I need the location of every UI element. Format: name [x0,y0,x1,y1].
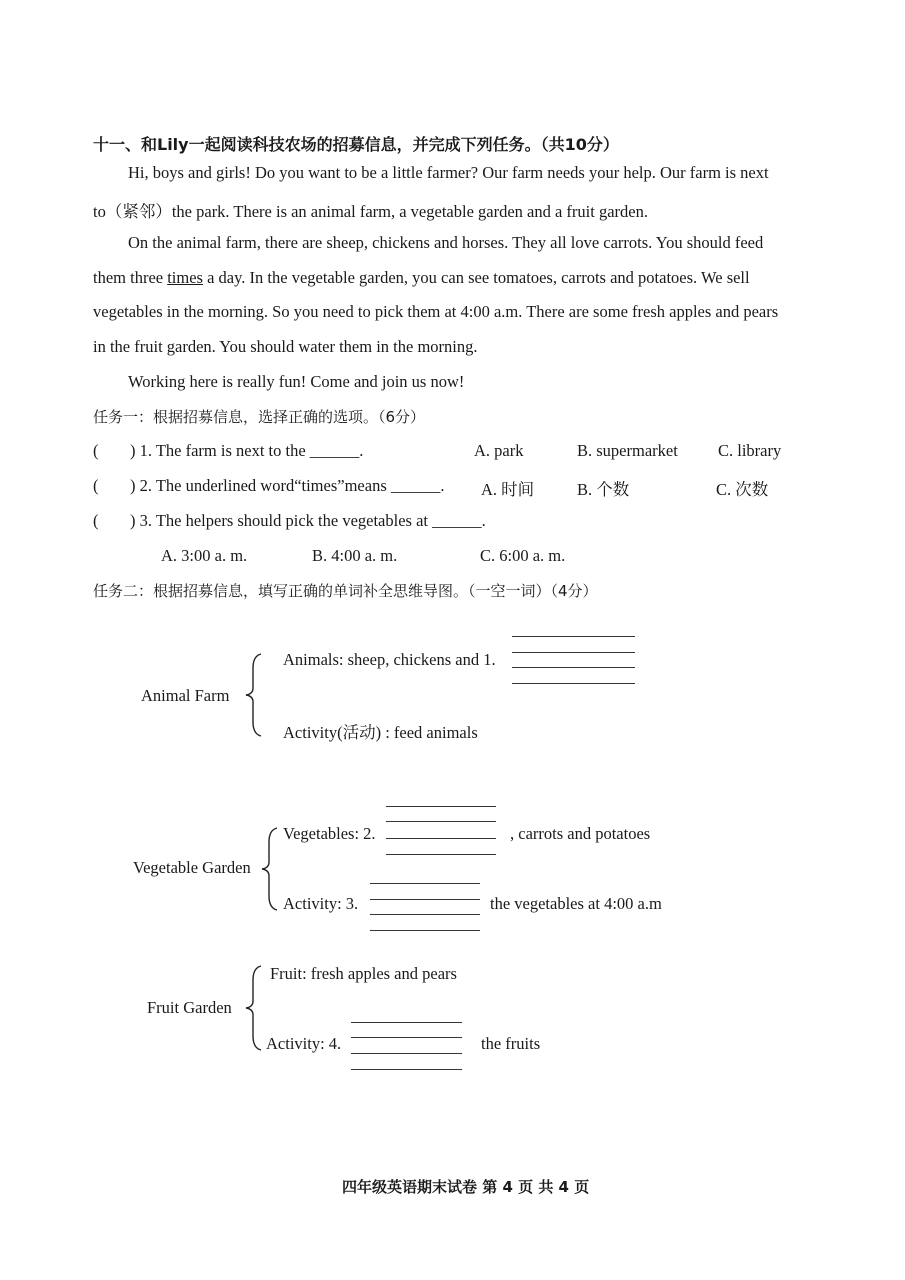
passage-line: in the fruit garden. You should water them in the morning. [93,337,478,356]
mindmap-line-after: , carrots and potatoes [510,824,651,843]
option-a: A. park [474,441,524,460]
mindmap-line: Animals: sheep, chickens and 1. [283,650,496,669]
brace-icon [259,826,281,912]
question-stem: ) 2. The underlined word“times”means ______. [130,476,445,495]
blank-line [512,636,635,637]
brace-icon [243,964,265,1052]
blank-line [370,899,480,900]
passage-text: them three [93,268,168,287]
task2-title: 任务二：根据招募信息，填写正确的单词补全思维导图。（一空一词）（4分） [93,582,598,600]
mindmap-line: Activity(活动) : feed animals [283,723,478,742]
brace-icon [243,652,265,738]
answer-paren[interactable]: ( [93,511,99,530]
option-b: B. 个数 [577,480,630,499]
option-b: B. 4:00 a. m. [312,546,398,565]
mindmap-line-after: the fruits [481,1034,541,1053]
passage-line: to（紧邻）the park. There is an animal farm, a vegetable garden and a fruit garden. [93,202,648,221]
option-b: B. supermarket [577,441,678,460]
blank-line [351,1037,462,1038]
blank-line [386,854,496,855]
blank-line [351,1022,462,1023]
passage-line: On the animal farm, there are sheep, chickens and horses. They all love carrots. You should feed [128,233,764,252]
task1-title: 任务一：根据招募信息，选择正确的选项。（6分） [93,408,426,426]
option-c: C. 6:00 a. m. [480,546,566,565]
passage-text: a day. In the vegetable garden, you can see tomatoes, carrots and potatoes. We sell [202,268,750,287]
option-a: A. 3:00 a. m. [161,546,248,565]
mindmap-label: Animal Farm [141,686,230,705]
mindmap-line: Vegetables: 2. [283,824,376,843]
option-c: C. 次数 [716,480,769,499]
mindmap-label: Vegetable Garden [133,858,251,877]
answer-paren[interactable]: ( [93,441,99,460]
blank-line [370,883,480,884]
blank-line [512,652,635,653]
answer-blank-2[interactable] [386,838,496,839]
blank-line [386,806,496,807]
blank-line [386,821,496,822]
passage-line: vegetables in the morning. So you need to pick them at 4:00 a.m. There are some fresh apples and pears [93,302,779,321]
option-a: A. 时间 [481,480,535,499]
passage-line: Hi, boys and girls! Do you want to be a little farmer? Our farm needs your help. Our farm is next [128,163,769,182]
underlined-word-times: times [167,268,203,287]
answer-paren[interactable]: ( [93,476,99,495]
question-stem: ) 3. The helpers should pick the vegetables at ______. [130,511,486,530]
answer-blank-1[interactable] [512,667,635,668]
page-footer: 四年级英语期末试卷 第 4 页 共 4 页 [342,1178,590,1196]
mindmap-line: Activity: 3. [283,894,359,913]
question-stem: ) 1. The farm is next to the ______. [130,441,364,460]
mindmap-line: Activity: 4. [266,1034,342,1053]
answer-blank-4[interactable] [351,1053,462,1054]
answer-blank-3[interactable] [370,914,480,915]
option-c: C. library [718,441,782,460]
mindmap-line: Fruit: fresh apples and pears [270,964,457,983]
section-title: 十一、和Lily一起阅读科技农场的招募信息，并完成下列任务。（共10分） [93,135,619,154]
passage-line [93,268,750,288]
passage-line: Working here is really fun! Come and join us now! [128,372,465,391]
mindmap-label: Fruit Garden [147,998,232,1017]
blank-line [370,930,480,931]
blank-line [512,683,635,684]
blank-line [351,1069,462,1070]
mindmap-line-after: the vegetables at 4:00 a.m [490,894,662,913]
